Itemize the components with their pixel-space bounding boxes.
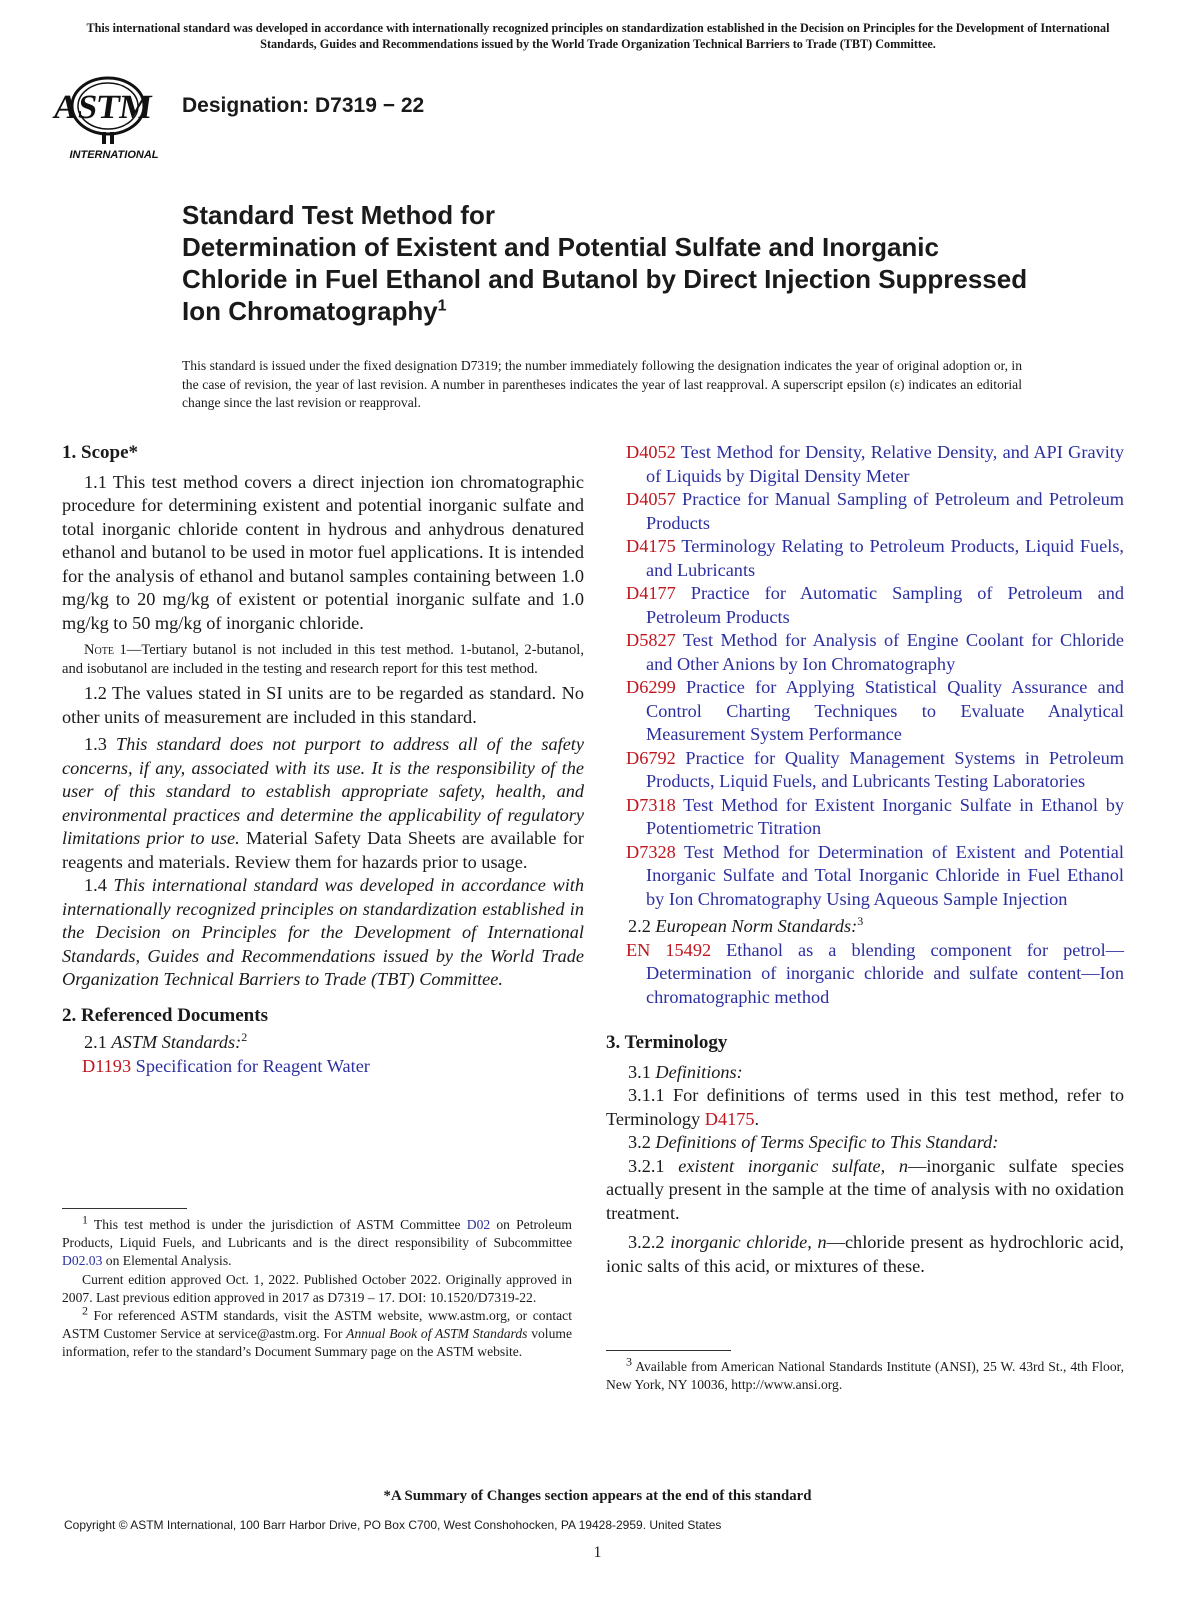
- section-3-2-number: 3.2: [628, 1132, 656, 1152]
- section-2-1-sup: 2: [241, 1029, 248, 1044]
- section-2-2-number: 2.2: [628, 916, 656, 936]
- ref-code[interactable]: D5827: [626, 630, 676, 650]
- title-footnote-mark: 1: [437, 297, 447, 315]
- section-1-4-number: 1.4: [84, 875, 114, 895]
- ref-code[interactable]: D7328: [626, 841, 676, 862]
- ref-title[interactable]: Test Method for Existent Inorganic Sulfate in Ethanol by Potentiometric Titration: [646, 794, 1124, 838]
- ref-code[interactable]: D1193: [82, 1055, 132, 1076]
- footnote-1: [62, 1212, 572, 1271]
- reference-item[interactable]: [606, 582, 1124, 629]
- section-2-2-sup: 3: [857, 913, 864, 928]
- referenced-documents-heading: 2. Referenced Documents: [62, 1004, 268, 1026]
- reference-item[interactable]: [606, 841, 1124, 912]
- section-1-3-number: 1.3: [84, 734, 116, 754]
- footnote-2-italic: Annual Book of ASTM Standards: [346, 1326, 528, 1342]
- ref-title[interactable]: Test Method for Density, Relative Density, and API Gravity of Liquids by Digital Density Meter: [646, 442, 1124, 486]
- section-2-2-italic: European Norm Standards:: [655, 916, 858, 936]
- section-2-1-italic: ASTM Standards:: [111, 1032, 242, 1052]
- ref-title[interactable]: Test Method for Determination of Existent and Potential Inorganic Sulfate and Total Inorganic Chloride in Fuel Ethanol by Ion Chromatography Using Aqueous Sample Injection: [646, 841, 1124, 909]
- ref-code[interactable]: D4052: [626, 442, 676, 462]
- section-1-4: [62, 874, 584, 992]
- ref-title[interactable]: Practice for Manual Sampling of Petroleum and Petroleum Products: [646, 489, 1124, 533]
- right-column: [606, 441, 1124, 1278]
- reference-item[interactable]: [606, 441, 1124, 488]
- title-main: Determination of Existent and Potential Sulfate and Inorganic Chloride in Fuel Ethanol and Butanol by Direct Injection Suppressed Ion Chromatography: [182, 232, 1028, 326]
- footnote-divider-left: [62, 1208, 187, 1209]
- section-3-1-1: [606, 1084, 1124, 1131]
- footnote-1-text-c: on Elemental Analysis.: [102, 1253, 232, 1269]
- ref-title[interactable]: Terminology Relating to Petroleum Products, Liquid Fuels, and Lubricants: [646, 536, 1124, 580]
- ref-title[interactable]: Practice for Quality Management Systems in Petroleum Products, Liquid Fuels, and Lubricants Testing Laboratories: [646, 747, 1124, 791]
- section-2-1: [62, 1031, 584, 1055]
- scope-heading: 1. Scope*: [62, 442, 138, 463]
- section-3-1-number: 3.1: [628, 1061, 656, 1082]
- summary-of-changes-note: *A Summary of Changes section appears at the end of this standard: [383, 1488, 812, 1504]
- ref-code[interactable]: D4177: [626, 583, 676, 603]
- ref-code[interactable]: EN 15492: [626, 939, 712, 960]
- section-3-2-1-term: existent inorganic sulfate, n: [678, 1155, 909, 1176]
- section-3-2-1-number: 3.2.1: [628, 1155, 679, 1176]
- section-3-1-1-link[interactable]: D4175: [704, 1108, 755, 1129]
- section-3-2-2-definition: —chloride present as hydrochloric acid, ionic salts of this acid, or mixtures of these.: [606, 1232, 1124, 1276]
- footnote-3: [606, 1354, 1124, 1394]
- ref-title[interactable]: Practice for Applying Statistical Quality Assurance and Control Charting Techniques to Evaluate Analytical Measurement System Performance: [646, 677, 1124, 744]
- footnote-1-link-d02[interactable]: D02: [466, 1217, 491, 1232]
- section-3-2-2: [606, 1231, 1124, 1278]
- section-3-1-1-end: .: [754, 1108, 760, 1129]
- section-3-2-1-definition: —inorganic sulfate species actually present in the sample at the time of analysis with no oxidation treatment.: [606, 1155, 1124, 1223]
- reference-item[interactable]: [606, 535, 1124, 582]
- section-1-4-italic: This international standard was developed in accordance with internationally recognized principles on standardization established in the Decision on Principles for the Development of International Standards, Guides and Recommendations issued by the World Trade Organization Technical Barriers to Trade (TBT) Committee.: [62, 875, 585, 989]
- ref-code[interactable]: D6792: [626, 747, 676, 768]
- section-2-1-number: 2.1: [84, 1032, 112, 1052]
- section-2-2: [606, 915, 1124, 939]
- ref-code[interactable]: D7318: [626, 794, 676, 815]
- designation: Designation: D7319 − 22: [182, 94, 425, 117]
- left-column: [62, 441, 584, 1078]
- left-footnotes: [62, 1212, 572, 1362]
- section-3-1-1-text: 3.1.1 For definitions of terms used in this test method, refer to Terminology: [606, 1085, 1124, 1129]
- issued-note: This standard is issued under the fixed designation D7319; the number immediately following the designation indicates the year of original adoption or, in the case of revision, the year of last revision. A number in parentheses indicates the year of last reapproval. A superscript epsilon (ε) indicates an editorial change since the last revision or reapproval.: [182, 358, 1022, 410]
- section-3-2-italic: Definitions of Terms Specific to This Standard:: [655, 1132, 999, 1152]
- reference-item[interactable]: [606, 676, 1124, 747]
- footnote-2-text-a: For referenced ASTM standards, visit the ASTM website, www.astm.org, or contact ASTM Customer Service at service@astm.org. For: [62, 1308, 572, 1342]
- ref-title[interactable]: Practice for Automatic Sampling of Petroleum and Petroleum Products: [646, 583, 1124, 627]
- section-1-1: 1.1 This test method covers a direct injection ion chromatographic procedure for determining existent and potential inorganic sulfate and total inorganic chloride content in hydrous and anhydrous denatured ethanol and butanol to be used in motor fuel applications. It is intended for the analysis of ethanol and butanol samples containing between 1.0 mg/kg to 20 mg/kg of existent or potential inorganic sulfate and 1.0 mg/kg to 50 mg/kg of inorganic chloride.: [62, 471, 584, 633]
- footnote-3-mark: 3: [626, 1354, 632, 1369]
- reference-item[interactable]: [606, 629, 1124, 676]
- footnote-divider-right: [606, 1350, 731, 1351]
- footnote-2: [62, 1303, 572, 1362]
- copyright: Copyright © ASTM International, 100 Barr Harbor Drive, PO Box C700, West Conshohocken, PA 19428-2959. United States: [64, 1518, 722, 1532]
- reference-list: [606, 441, 1124, 911]
- ref-title[interactable]: Ethanol as a blending component for petrol—Determination of inorganic chloride and sulfate content—Ion chromatographic method: [646, 939, 1124, 1007]
- logo-subtext: INTERNATIONAL: [69, 149, 159, 161]
- note-1-text: —Tertiary butanol is not included in this test method. 1-butanol, 2-butanol, and isobutanol are included in the testing and research report for this test method.: [62, 642, 584, 677]
- section-1-3: [62, 733, 584, 874]
- ref-title[interactable]: Test Method for Analysis of Engine Coolant for Chloride and Other Anions by Ion Chromatography: [646, 630, 1124, 674]
- reference-item[interactable]: [606, 794, 1124, 841]
- footnote-2-mark: 2: [82, 1303, 88, 1318]
- section-1-3-rest: Material Safety Data Sheets are available for reagents and materials. Review them for hazards prior to usage.: [62, 828, 584, 872]
- ref-code[interactable]: D6299: [626, 677, 676, 697]
- page-title: [182, 199, 1042, 327]
- astm-logo: [51, 70, 174, 162]
- footnote-1-edition: Current edition approved Oct. 1, 2022. Published October 2022. Originally approved in 2007. Last previous edition approved in 2017 as D7319 – 17. DOI: 10.1520/D7319-22.: [62, 1271, 572, 1305]
- section-3-2-2-term: inorganic chloride, n: [670, 1232, 827, 1252]
- title-line1: Standard Test Method for: [182, 200, 495, 230]
- reference-item[interactable]: [606, 747, 1124, 794]
- terminology-heading: 3. Terminology: [606, 1032, 728, 1053]
- footnote-1-link-d0203[interactable]: D02.03: [62, 1253, 103, 1269]
- ref-d1193[interactable]: [62, 1055, 584, 1079]
- section-3-2-1: [606, 1155, 1124, 1226]
- footnote-1-text-a: This test method is under the jurisdiction of ASTM Committee: [88, 1217, 467, 1232]
- logo-text: ASTM: [51, 89, 155, 126]
- section-1-3-italic: This standard does not purport to address all of the safety concerns, if any, associated with its use. It is the responsibility of the user of this standard to establish appropriate safety, health, and environmental practices and determine the applicability of regulatory limitations prior to use.: [62, 734, 584, 848]
- footnote-3-text: Available from American National Standards Institute (ANSI), 25 W. 43rd St., 4th Floor, New York, NY 10036, http://www.ansi.org.: [606, 1359, 1124, 1393]
- footnote-1-mark: 1: [82, 1212, 88, 1227]
- header-notice: This international standard was developed in accordance with internationally recognized principles on standardization established in the Decision on Principles for the Development of International Standards, Guides and Recommendations issued by the World Trade Organization Technical Barriers to Trade (TBT) Committee.: [86, 21, 1110, 51]
- note-1-label: Note 1: [84, 642, 127, 658]
- ref-code[interactable]: D4057: [626, 489, 676, 509]
- section-3-1: [606, 1061, 1124, 1085]
- note-1: [62, 641, 584, 678]
- section-1-2: 1.2 The values stated in SI units are to be regarded as standard. No other units of measurement are included in this standard.: [62, 683, 584, 727]
- reference-item[interactable]: [606, 488, 1124, 535]
- section-3-1-italic: Definitions:: [655, 1061, 743, 1082]
- section-3-2: [606, 1131, 1124, 1155]
- ref-title[interactable]: Specification for Reagent Water: [131, 1055, 370, 1076]
- ref-en15492[interactable]: [606, 939, 1124, 1010]
- footnote-1-text-b: on Petroleum Products, Liquid Fuels, and Lubricants and is the direct responsibility of Subcommittee: [62, 1217, 572, 1251]
- section-3-2-2-number: 3.2.2: [628, 1232, 671, 1252]
- page-number: 1: [593, 1544, 602, 1561]
- footnote-2-text-b: volume information, refer to the standard’s Document Summary page on the ASTM website.: [62, 1326, 572, 1360]
- ref-code[interactable]: D4175: [626, 536, 676, 556]
- astm-logo-icon: [51, 70, 174, 162]
